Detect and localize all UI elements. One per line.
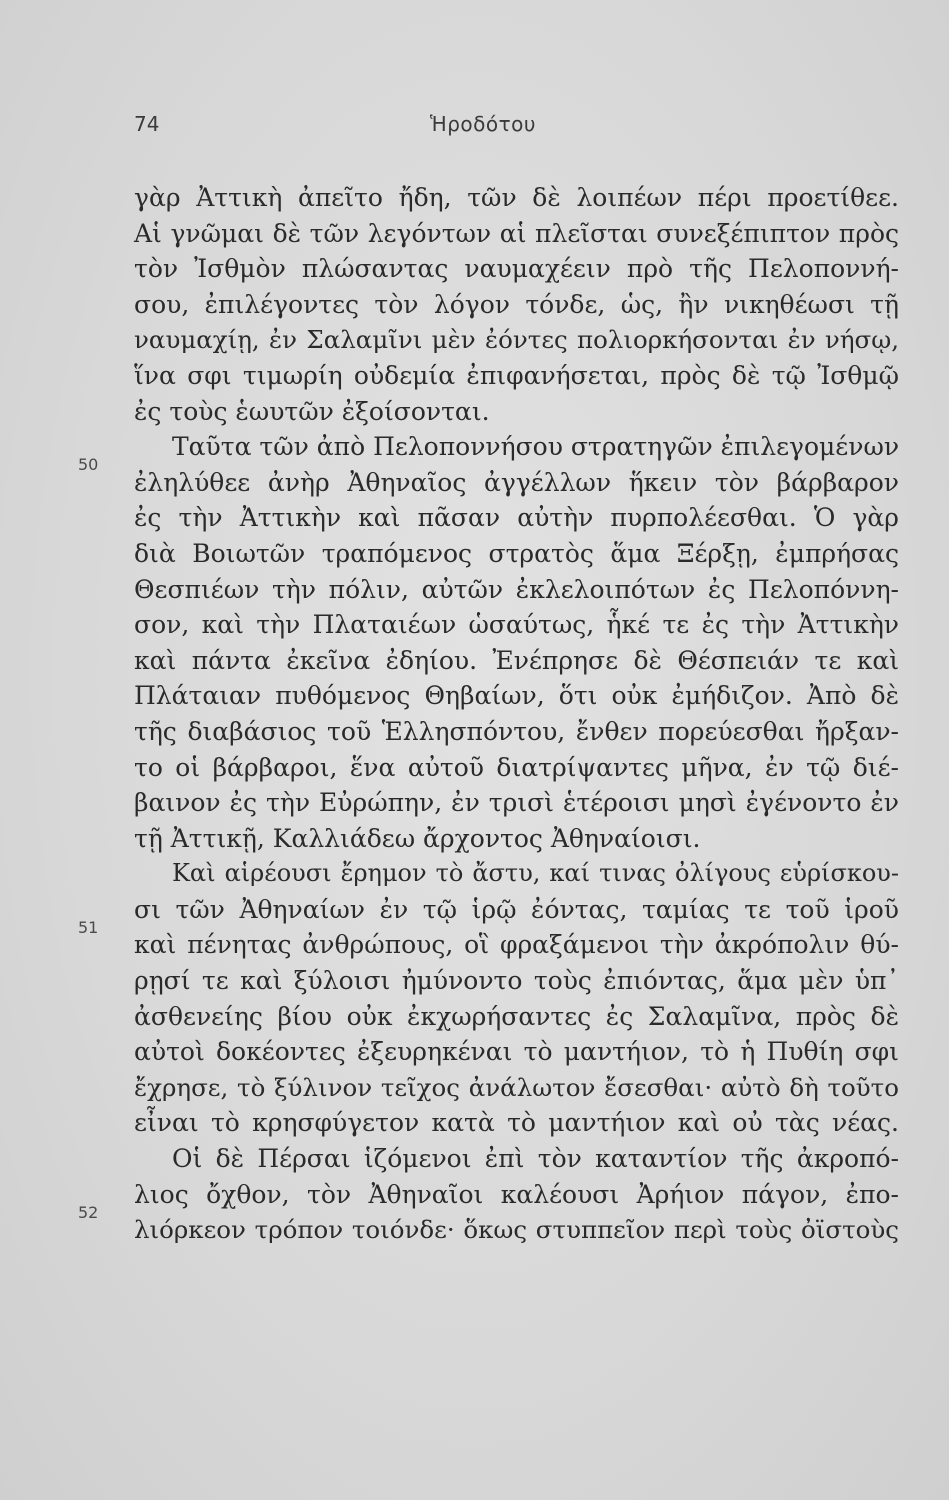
- text-line: ἀσθενείης βίου οὐκ ἐκχωρήσαντες ἐς Σαλαμῖνα, πρὸς δὲ: [134, 1001, 899, 1031]
- text-line: καὶ πένητας ἀνθρώπους, οἳ φραξάμενοι τὴν ἀκρόπολιν θύ-: [134, 930, 899, 960]
- text-line: ἐς τὴν Ἀττικὴν καὶ πᾶσαν αὐτὴν πυρπολέεσθαι. Ὁ γὰρ: [134, 503, 899, 533]
- running-title: Ἡροδότου: [430, 112, 536, 136]
- text-line: Πλάταιαν πυθόμενος Θηβαίων, ὅτι οὐκ ἐμήδιζον. Ἀπὸ δὲ: [134, 681, 899, 711]
- text-line: τῇ Ἀττικῇ, Καλλιάδεω ἄρχοντος Ἀθηναίοισι.: [134, 823, 701, 853]
- text-line: εἶναι τὸ κρησφύγετον κατὰ τὸ μαντήιον καὶ οὐ τὰς νέας.: [134, 1108, 899, 1138]
- text-line: διὰ Βοιωτῶν τραπόμενος στρατὸς ἅμα Ξέρξῃ, ἐμπρήσας: [134, 538, 899, 568]
- text-line: ἔχρησε, τὸ ξύλινον τεῖχος ἀνάλωτον ἔσεσθαι· αὐτὸ δὴ τοῦτο: [134, 1072, 899, 1102]
- text-line: ἐληλύθεε ἀνὴρ Ἀθηναῖος ἀγγέλλων ἥκειν τὸν βάρβαρον: [134, 467, 899, 497]
- text-line: καὶ πάντα ἐκεῖνα ἐδηίου. Ἐνέπρησε δὲ Θέσπειάν τε καὶ: [134, 645, 899, 675]
- text-line: γὰρ Ἀττικὴ ἀπεῖτο ἤδη, τῶν δὲ λοιπέων πέρι προετίθεε.: [134, 183, 899, 212]
- text-line: Καὶ αἱρέουσι ἔρημον τὸ ἄστυ, καί τινας ὀλίγους εὑρίσκου-: [172, 859, 899, 888]
- text-line: λιόρκεον τρόπον τοιόνδε· ὅκως στυππεῖον περὶ τοὺς ὀϊστοὺς: [134, 1215, 899, 1245]
- body-text: [134, 180, 899, 1248]
- text-line: Οἱ δὲ Πέρσαι ἱζόμενοι ἐπὶ τὸν καταντίον τῆς ἀκροπό-: [172, 1144, 899, 1174]
- text-line: Αἱ γνῶμαι δὲ τῶν λεγόντων αἱ πλεῖσται συνεξέπιπτον πρὸς: [134, 218, 899, 248]
- text-line: το οἱ βάρβαροι, ἕνα αὐτοῦ διατρίψαντες μῆνα, ἐν τῷ διέ-: [134, 752, 899, 782]
- text-line: σου, ἐπιλέγοντες τὸν λόγον τόνδε, ὡς, ἢν νικηθέωσι τῇ: [134, 289, 899, 319]
- text-line: τὸν Ἰσθμὸν πλώσαντας ναυμαχέειν πρὸ τῆς Πελοποννή-: [134, 254, 899, 284]
- text-line: βαινον ἐς τὴν Εὐρώπην, ἐν τρισὶ ἑτέροισι μησὶ ἐγένοντο ἐν: [134, 788, 899, 818]
- text-line: τῆς διαβάσιος τοῦ Ἑλλησπόντου, ἔνθεν πορεύεσθαι ἤρξαν-: [134, 716, 899, 746]
- text-line: σον, καὶ τὴν Πλαταιέων ὡσαύτως, ἧκέ τε ἐς τὴν Ἀττικὴν: [134, 610, 899, 640]
- text-line: ἵνα σφι τιμωρίη οὐδεμία ἐπιφανήσεται, πρὸς δὲ τῷ Ἰσθμῷ: [134, 360, 899, 390]
- section-number-50: 50: [78, 455, 99, 474]
- text-line: λιος ὄχθον, τὸν Ἀθηναῖοι καλέουσι Ἀρήιον πάγον, ἐπο-: [134, 1179, 899, 1209]
- section-number-52: 52: [78, 1203, 99, 1222]
- section-number-51: 51: [78, 918, 99, 937]
- text-line: ἐς τοὺς ἑωυτῶν ἐξοίσονται.: [134, 396, 490, 426]
- page-number: 74: [134, 112, 160, 136]
- page-header: [0, 112, 949, 152]
- text-line: αὐτοὶ δοκέοντες ἐξευρηκέναι τὸ μαντήιον, τὸ ἡ Πυθίη σφι: [134, 1037, 899, 1067]
- text-line: ρῃσί τε καὶ ξύλοισι ἠμύνοντο τοὺς ἐπιόντας, ἅμα μὲν ὑπ᾽: [134, 966, 899, 996]
- text-line: ναυμαχίῃ, ἐν Σαλαμῖνι μὲν ἐόντες πολιορκήσονται ἐν νήσῳ,: [134, 325, 899, 355]
- text-line: Ταῦτα τῶν ἀπὸ Πελοποννήσου στρατηγῶν ἐπιλεγομένων: [172, 432, 900, 462]
- text-line: σι τῶν Ἀθηναίων ἐν τῷ ἱρῷ ἐόντας, ταμίας τε τοῦ ἱροῦ: [134, 894, 899, 924]
- text-line: Θεσπιέων τὴν πόλιν, αὐτῶν ἐκλελοιπότων ἐς Πελοπόννη-: [134, 574, 899, 604]
